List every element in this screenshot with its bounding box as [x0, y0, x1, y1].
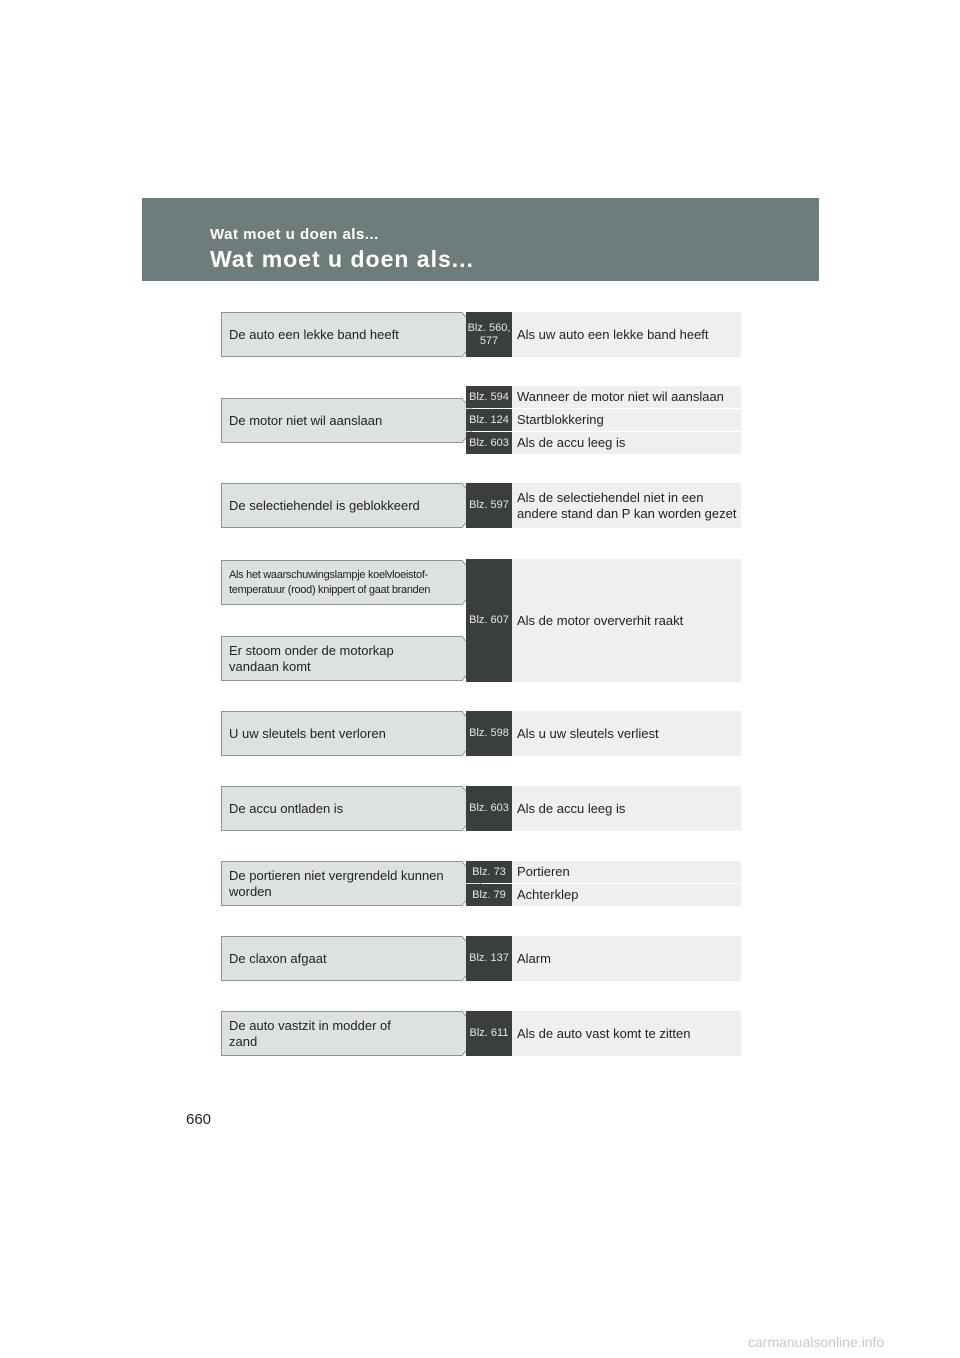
- condition-label: Er stoom onder de motorkap vandaan komt: [229, 642, 394, 674]
- condition-label: De auto een lekke band heeft: [229, 326, 399, 342]
- condition-label: De motor niet wil aanslaan: [229, 412, 383, 428]
- reference-title: Wanneer de motor niet wil aanslaan: [512, 386, 741, 408]
- condition-coolant-warning: [221, 560, 463, 605]
- page-ref[interactable]: Blz. 79: [466, 884, 512, 906]
- header-title: Wat moet u doen als...: [210, 246, 474, 272]
- condition-label: U uw sleutels bent verloren: [229, 725, 386, 741]
- page-ref[interactable]: Blz. 73: [466, 861, 512, 883]
- reference-title: Portieren: [512, 861, 741, 883]
- page-ref[interactable]: Blz. 611: [466, 1011, 512, 1056]
- reference-title: Als de accu leeg is: [512, 432, 741, 454]
- condition-engine-wont-start: [221, 398, 463, 443]
- reference-title: Als de selectiehendel niet in een andere stand dan P kan worden gezet: [512, 483, 741, 528]
- condition-label: De auto vastzit in modder of zand: [229, 1017, 391, 1049]
- condition-shift-lever-locked: [221, 483, 463, 528]
- condition-label: De accu ontladen is: [229, 800, 344, 816]
- section-header: [142, 198, 819, 281]
- condition-label: De portieren niet vergrendeld kunnen worden: [229, 867, 444, 899]
- header-subtitle: Wat moet u doen als...: [210, 226, 379, 243]
- condition-label: De claxon afgaat: [229, 950, 327, 966]
- page-ref[interactable]: Blz. 603: [466, 432, 512, 454]
- reference-title: Als de accu leeg is: [512, 786, 741, 831]
- watermark: carmanualsonline.info: [748, 1334, 885, 1350]
- page-ref[interactable]: Blz. 598: [466, 711, 512, 756]
- condition-doors-not-locking: [221, 861, 463, 906]
- page-number: 660: [186, 1111, 212, 1128]
- condition-label: Als het waarschuwingslampje koelvloeistof-temperatuur (rood) knippert of gaat branden: [229, 568, 431, 596]
- page-ref[interactable]: Blz. 603: [466, 786, 512, 831]
- condition-stuck-in-mud: [221, 1011, 463, 1056]
- condition-label: De selectiehendel is geblokkeerd: [229, 497, 420, 513]
- reference-title: Als de auto vast komt te zitten: [512, 1011, 741, 1056]
- reference-title: Als u uw sleutels verliest: [512, 711, 741, 756]
- page-ref[interactable]: Blz. 124: [466, 409, 512, 431]
- reference-title: Als de motor oververhit raakt: [512, 559, 741, 682]
- reference-title: Achterklep: [512, 884, 741, 906]
- reference-title: Alarm: [512, 936, 741, 981]
- condition-steam-from-hood: [221, 636, 463, 681]
- page-ref[interactable]: Blz. 560, 577: [466, 312, 512, 357]
- page-ref[interactable]: Blz. 137: [466, 936, 512, 981]
- page-ref[interactable]: Blz. 607: [466, 559, 512, 682]
- condition-battery-discharged: [221, 786, 463, 831]
- condition-horn-sounds: [221, 936, 463, 981]
- page-ref[interactable]: Blz. 597: [466, 483, 512, 528]
- condition-lost-keys: [221, 711, 463, 756]
- condition-flat-tire: [221, 312, 463, 357]
- reference-title: Startblokkering: [512, 409, 741, 431]
- page-ref[interactable]: Blz. 594: [466, 386, 512, 408]
- reference-title: Als uw auto een lekke band heeft: [512, 312, 741, 357]
